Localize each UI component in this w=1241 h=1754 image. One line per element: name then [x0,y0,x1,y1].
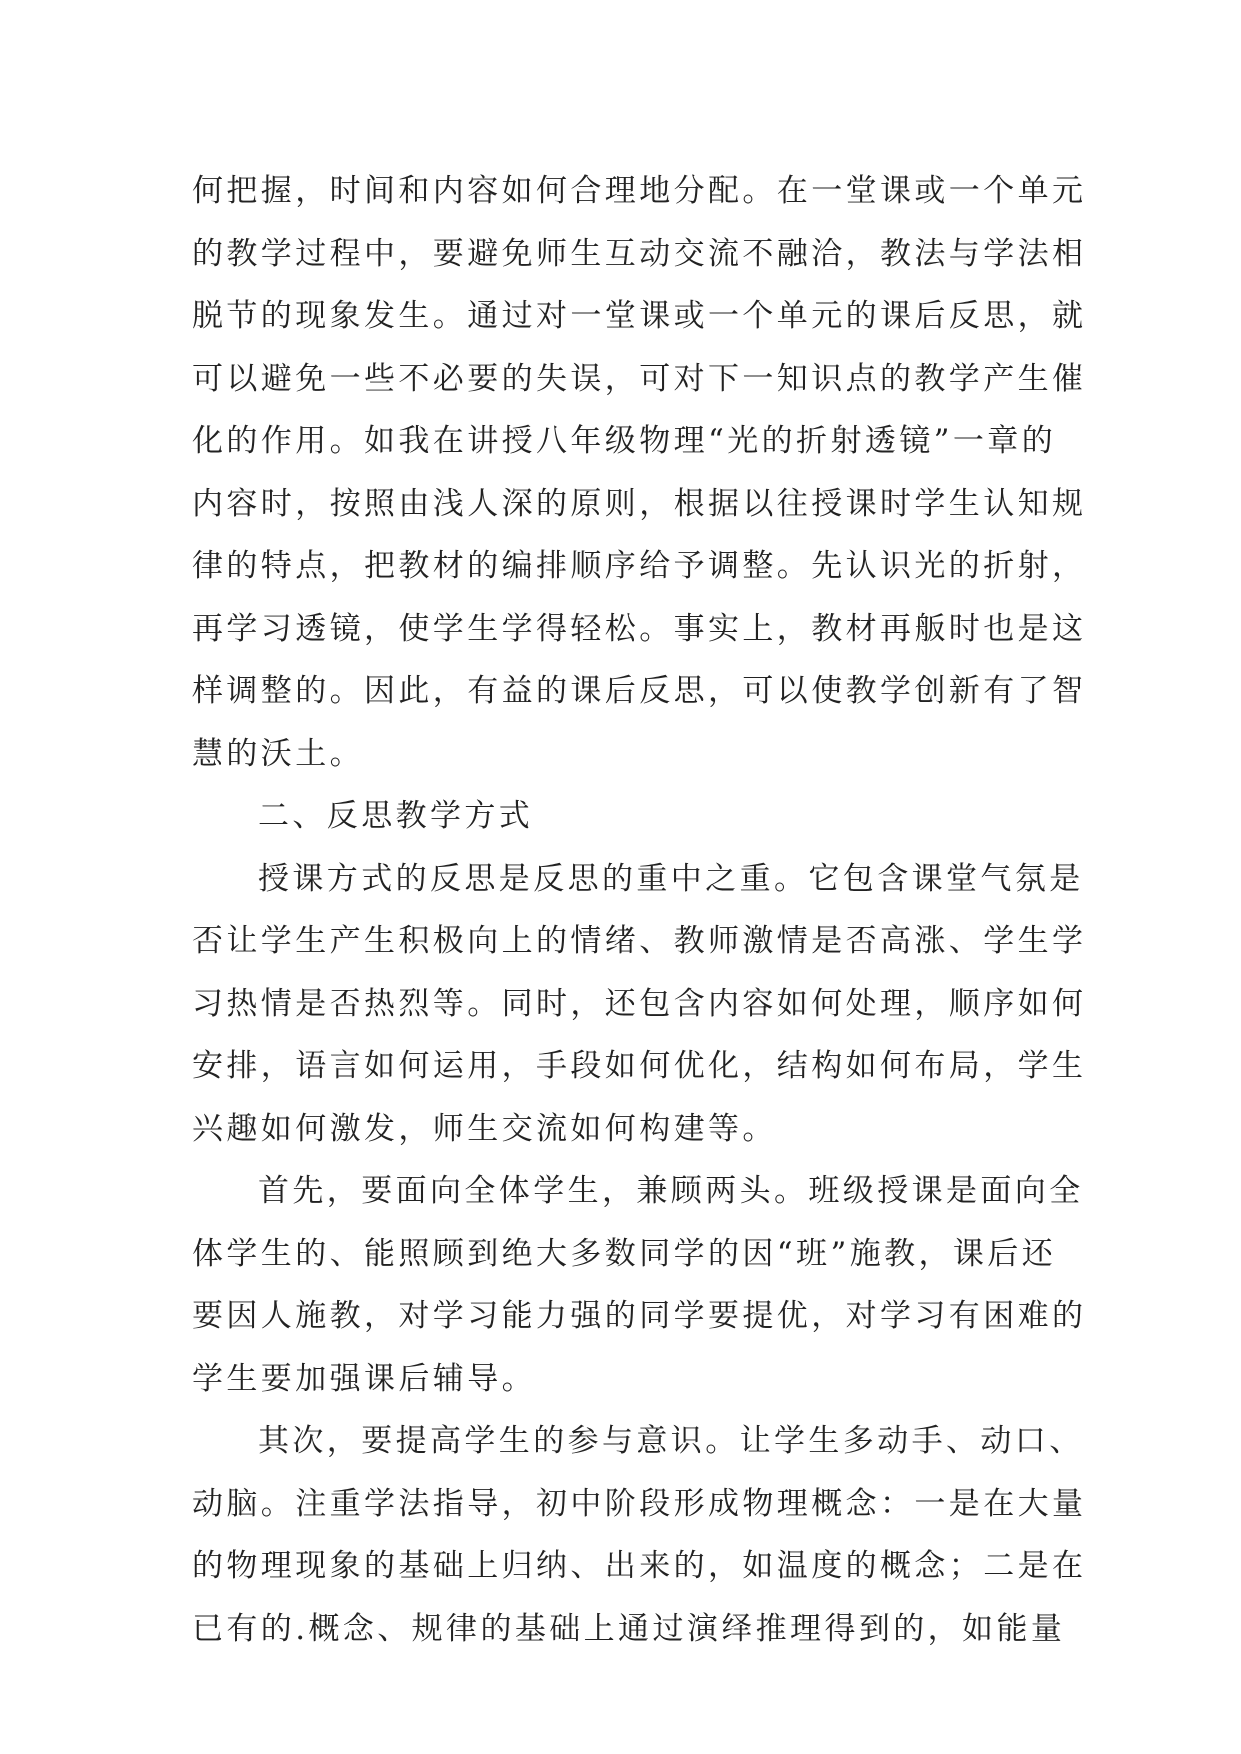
text-line: 体学生的、能照顾到绝大多数同学的因“班”施教，课后还 [192,1235,1057,1272]
text-line: 何把握，时间和内容如何合理地分配。在一堂课或一个单元 [192,173,1087,209]
text-line: 化的作用。如我在讲授八年级物理“光的折射透镜”一章的 [192,423,1057,459]
paragraph-start-line: 其次，要提高学生的参与意识。让学生多动手、动口、 [258,1423,1084,1459]
paragraph-start-line: 二、反思教学方式 [258,798,534,834]
text-line: 脱节的现象发生。通过对一堂课或一个单元的课后反思，就 [192,298,1087,334]
text-line: 否让学生产生积极向上的情绪、教师激情是否高涨、学生学 [192,923,1087,959]
text-line: 的物理现象的基础上归纳、出来的，如温度的概念；二是在 [192,1548,1087,1584]
text-line: 习热情是否热烈等。同时，还包含内容如何处理，顺序如何 [192,985,1087,1022]
text-line: 安排，语言如何运用，手段如何优化，结构如何布局，学生 [192,1048,1087,1084]
text-line: 慧的沃土。 [192,735,364,772]
text-line: 可以避免一些不必要的失误，可对下一知识点的教学产生催 [192,360,1087,397]
text-line: 兴趣如何激发，师生交流如何构建等。 [192,1110,777,1147]
text-line: 已有的.概念、规律的基础上通过演绎推理得到的，如能量 [192,1610,1066,1647]
text-line: 的教学过程中，要避免师生互动交流不融洽，教法与学法相 [192,235,1087,272]
text-line: 律的特点，把教材的编排顺序给予调整。先认识光的折射， [192,548,1087,584]
text-line: 动脑。注重学法指导，初中阶段形成物理概念：一是在大量 [192,1485,1087,1522]
document-body [192,160,1087,1660]
text-line: 样调整的。因此，有益的课后反思，可以使教学创新有了智 [192,673,1087,709]
text-line: 再学习透镜，使学生学得轻松。事实上，教材再舨时也是这 [192,610,1087,647]
text-line: 内容时，按照由浅人深的原则，根据以往授课时学生认知规 [192,485,1087,522]
text-line: 要因人施教，对学习能力强的同学要提优，对学习有困难的 [192,1298,1087,1334]
paragraph-start-line: 授课方式的反思是反思的重中之重。它包含课堂气氛是 [258,860,1084,897]
text-line: 学生要加强课后辅导。 [192,1360,536,1397]
paragraph-start-line: 首先，要面向全体学生，兼顾两头。班级授课是面向全 [258,1173,1084,1209]
